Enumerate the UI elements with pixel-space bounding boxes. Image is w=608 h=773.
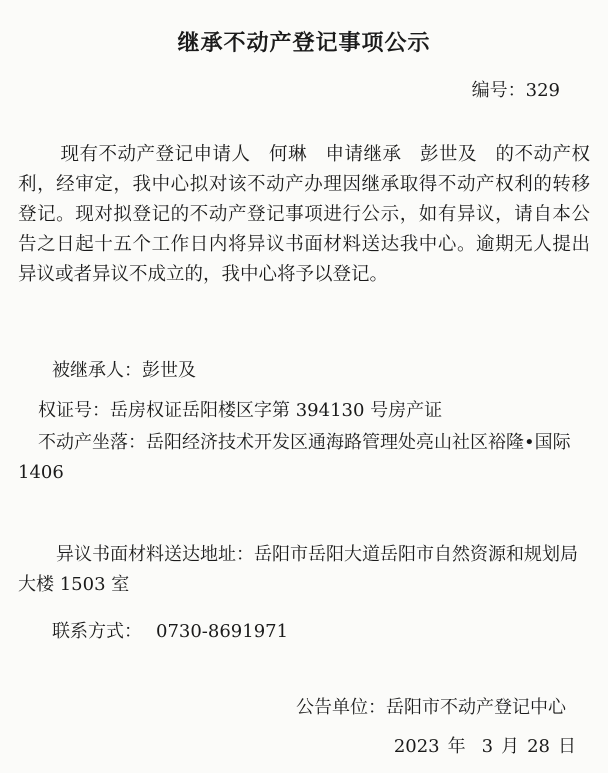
decedent-value: 彭世及 xyxy=(142,360,196,381)
decedent-field xyxy=(52,356,196,386)
address-value: 岳阳市岳阳大道岳阳市自然资源和规划局大楼 1503 室 xyxy=(18,544,578,595)
notice-date xyxy=(394,732,576,762)
unit-value: 岳阳市不动产登记中心 xyxy=(386,697,566,718)
certificate-field xyxy=(38,396,442,426)
location-label: 不动产坐落： xyxy=(38,432,146,453)
date-day: 28 xyxy=(527,736,550,757)
contact-label: 联系方式： xyxy=(52,621,142,642)
date-year: 2023 xyxy=(393,736,440,757)
property-location-field xyxy=(18,428,590,488)
body-main: 的不动产权利，经审定，我中心拟对该不动产办理因继承取得不动产权利的转移登记。现对拟登记的不动产登记事项进行公示，如有异议，请自本公告之日起十五个工作日内将异议书面材料送达我中心。逾期无人提出异议或者异议不成立的，我中心将予以登记。 xyxy=(18,144,590,285)
date-month: 3 xyxy=(481,736,494,757)
serial-number: 编号：329 xyxy=(471,80,560,101)
applicant-name: 何琳 xyxy=(268,144,307,165)
issuing-unit xyxy=(296,693,566,723)
decedent-name: 彭世及 xyxy=(419,144,477,165)
notice-title: 继承不动产登记事项公示 xyxy=(177,31,431,56)
unit-label: 公告单位： xyxy=(296,697,386,718)
location-value: 岳阳经济技术开发区通海路管理处亮山社区裕隆•国际 1406 xyxy=(18,432,571,483)
body-intro: 现有不动产登记申请人 xyxy=(60,144,251,165)
date-year-char: 年 xyxy=(447,736,466,757)
certificate-value: 岳房权证岳阳楼区字第 394130 号房产证 xyxy=(110,400,443,421)
date-month-char: 月 xyxy=(501,736,520,757)
contact-phone: 0730-8691971 xyxy=(156,621,289,642)
objection-address-field xyxy=(18,540,590,600)
decedent-label: 被继承人： xyxy=(52,360,142,381)
contact-field xyxy=(52,617,288,647)
body-inherit: 申请继承 xyxy=(324,144,402,165)
date-day-char: 日 xyxy=(558,736,576,757)
certificate-label: 权证号： xyxy=(38,400,110,421)
notice-body xyxy=(18,140,590,290)
address-label: 异议书面材料送达地址： xyxy=(56,544,254,565)
